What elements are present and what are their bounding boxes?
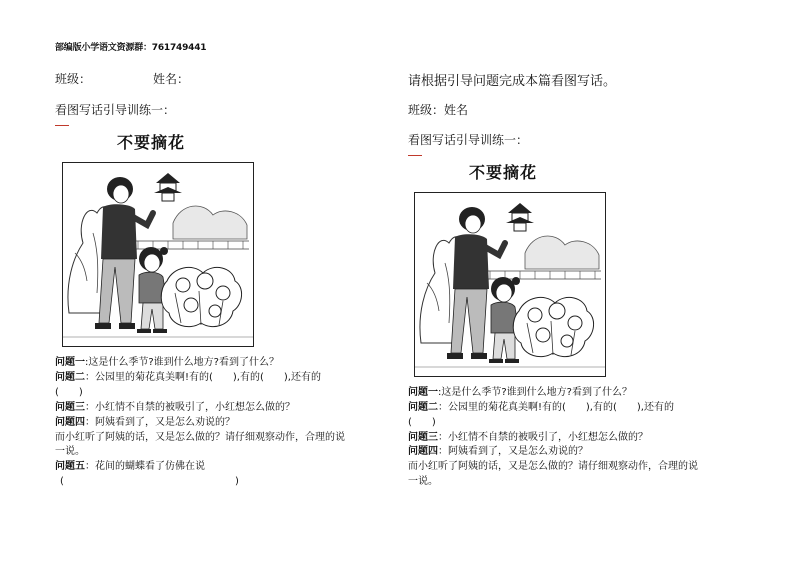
question-4 bbox=[55, 417, 235, 429]
question-4-right bbox=[408, 446, 588, 458]
resource-group-note: 部编版小学语文资源群：761749441 bbox=[55, 43, 207, 53]
story-illustration-right bbox=[414, 192, 606, 377]
illustration-svg-right bbox=[415, 193, 605, 376]
question-2-continuation-right: ( ) bbox=[408, 417, 436, 428]
question-5-label: 问题五 bbox=[55, 461, 85, 472]
question-4-more-1-right: 而小红听了阿姨的话，又是怎么做的？请仔细观察动作，合理的说 bbox=[408, 461, 698, 472]
name-label: 姓名： bbox=[153, 72, 190, 86]
question-1-right bbox=[408, 387, 632, 399]
question-4-more-1: 而小红听了阿姨的话，又是怎么做的？请仔细观察动作，合理的说 bbox=[55, 432, 345, 443]
pavilion-icon bbox=[506, 203, 534, 231]
question-3-right bbox=[408, 432, 648, 444]
question-2-label: 问题二 bbox=[408, 402, 438, 413]
training-label: 看图写话引导训练一： bbox=[55, 103, 176, 117]
red-mark-right bbox=[408, 155, 422, 156]
question-5-text: ：花间的蝴蝶看了仿佛在说 bbox=[85, 461, 205, 472]
question-1 bbox=[55, 357, 279, 369]
question-4-label: 问题四 bbox=[408, 446, 438, 457]
question-3-label: 问题三 bbox=[55, 402, 85, 413]
question-1-text: :这是什么季节?谁到什么地方?看到了什么？ bbox=[438, 387, 632, 398]
question-3-label: 问题三 bbox=[408, 432, 438, 443]
question-2-continuation: ( ) bbox=[55, 387, 83, 398]
story-title-right: 不要摘花 bbox=[469, 163, 538, 182]
question-5-blank-close: ) bbox=[235, 476, 239, 487]
question-2-right bbox=[408, 402, 674, 414]
question-3-text: ：小红情不自禁的被吸引了，小红想怎么做的？ bbox=[85, 402, 295, 413]
question-2-text: ：公园里的菊花真美啊!有的( ),有的( ),还有的 bbox=[438, 402, 674, 413]
pavilion-icon bbox=[154, 173, 182, 201]
question-1-label: 问题一 bbox=[408, 387, 438, 398]
class-name-label: 班级：姓名 bbox=[408, 103, 469, 117]
class-label: 班级： bbox=[55, 72, 92, 86]
question-2 bbox=[55, 372, 321, 384]
question-1-label: 问题一 bbox=[55, 357, 85, 368]
question-5 bbox=[55, 461, 205, 473]
question-2-text: ：公园里的菊花真美啊!有的( ),有的( ),还有的 bbox=[85, 372, 321, 383]
chrysanthemum-bush bbox=[161, 267, 241, 326]
question-3-text: ：小红情不自禁的被吸引了，小红想怎么做的？ bbox=[438, 432, 648, 443]
chrysanthemum-bush bbox=[513, 297, 593, 356]
illustration-svg bbox=[63, 163, 253, 346]
story-illustration bbox=[62, 162, 254, 347]
question-2-label: 问题二 bbox=[55, 372, 85, 383]
instruction-text: 请根据引导问题完成本篇看图写话。 bbox=[408, 74, 617, 89]
red-mark bbox=[55, 125, 69, 126]
question-3 bbox=[55, 402, 295, 414]
question-5-blank-open: ( bbox=[60, 476, 64, 487]
training-label-right: 看图写话引导训练一： bbox=[408, 133, 529, 147]
question-4-text: ：阿姨看到了，又是怎么劝说的？ bbox=[85, 417, 235, 428]
question-1-text: :这是什么季节?谁到什么地方?看到了什么？ bbox=[85, 357, 279, 368]
question-4-more-2-right: 一说。 bbox=[408, 476, 438, 487]
question-4-more-2: 一说。 bbox=[55, 446, 85, 457]
question-4-text: ：阿姨看到了，又是怎么劝说的？ bbox=[438, 446, 588, 457]
question-4-label: 问题四 bbox=[55, 417, 85, 428]
story-title: 不要摘花 bbox=[117, 133, 186, 152]
